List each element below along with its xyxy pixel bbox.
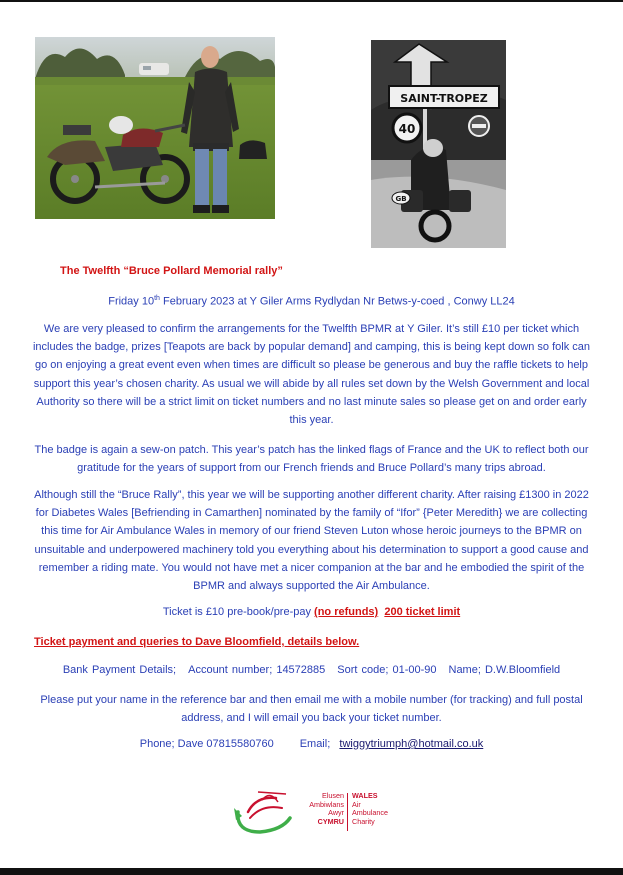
- bottom-border: [0, 868, 623, 875]
- ticket-limit: 200 ticket limit: [384, 606, 461, 618]
- logo-right-line: WALES: [352, 791, 378, 800]
- email-label: Email;: [299, 738, 331, 750]
- rider-photo-image: [35, 37, 275, 219]
- phone-label: Phone; Dave 07815580760: [139, 738, 274, 750]
- logo-right-line: Charity: [352, 816, 375, 826]
- intro-paragraph: We are very pleased to confirm the arrangements for the Twelfth BPMR at Y Giler. It’s still £10 per ticket which includes the badge, prizes [Teapots are back by popular demand] and camping, this is being kept down so folk can go on enjoying a great event even when times are difficult so please be generous and buy the raffle tickets to help support this year’s chosen charity. As usual we will abide by all rules set down by the Welsh Government and local Authority so there will be a strict limit on ticket numbers and no last minute sales so please get on and order early this year.: [32, 323, 591, 427]
- no-refunds-note: (no refunds): [314, 606, 379, 618]
- ticket-price: Ticket is £10 pre-book/pre-pay: [162, 606, 315, 618]
- speed-sign-text: 40: [398, 122, 416, 136]
- bank-name: Name; D.W.Bloomfield: [448, 664, 561, 676]
- logo-left-line: Awyr: [328, 808, 344, 818]
- town-sign-text: SAINT-TROPEZ: [400, 92, 488, 105]
- bank-account: Account number; 14572885: [188, 664, 326, 676]
- date-ordinal: th: [154, 295, 160, 302]
- logo-left-line: Ambiwlans: [309, 799, 344, 809]
- logo-right-line: Air: [352, 799, 361, 809]
- saint-tropez-photo-image: [371, 40, 506, 248]
- queries-heading: Ticket payment and queries to Dave Bloomfield, details below.: [34, 636, 360, 648]
- gb-badge-text: GB: [395, 195, 407, 203]
- date-rest: February 2023 at Y Giler Arms Rydlydan Nr Betws-y-coed , Conwy LL24: [159, 295, 515, 308]
- logo-left-line: CYMRU: [317, 816, 344, 826]
- logo-english-text: [352, 792, 388, 826]
- event-date-venue: [0, 295, 623, 308]
- bank-details: [0, 664, 623, 676]
- logo-welsh-text: [284, 792, 344, 826]
- photo-rider-with-motorcycle: [35, 37, 275, 219]
- photo-saint-tropez-sign: [371, 40, 506, 248]
- date-prefix: Friday 10: [108, 295, 155, 308]
- event-title: The Twelfth “Bruce Pollard Memorial rally”: [60, 265, 283, 277]
- logo-divider: [347, 793, 348, 831]
- charity-paragraph: Although still the “Bruce Rally”, this year we will be supporting another different charity. After raising £1300 in 2022 for Diabetes Wales [Befriending in Camarthen] nominated by the family of “Ifor” {Peter Meredith} we are collecting this time for Air Ambulance Wales in memory of our friend Steven Luton whose heroic journeys to the BPMR on unsuitable and underpowered machinery told you everything about his determination to support a good cause and remember a riding mate. You would not have met a nicer companion at the bar and he embodied the spirit of the BPMR and always supported the Air Ambulance.: [34, 489, 589, 593]
- logo-right-line: Ambulance: [352, 808, 388, 818]
- reference-instructions: Please put your name in the reference bar and then email me with a mobile number (for tracking) and full postal address, and I will email you back your ticket number.: [40, 694, 583, 725]
- bank-label: Bank Payment Details;: [62, 664, 177, 676]
- wales-air-ambulance-logo: [232, 782, 397, 840]
- bank-sort-code: Sort code; 01-00-90: [337, 664, 437, 676]
- ticket-info: [0, 606, 623, 618]
- contact-line: [0, 738, 623, 750]
- email-link[interactable]: twiggytriumph@hotmail.co.uk: [339, 738, 484, 750]
- logo-left-line: Elusen: [322, 791, 344, 800]
- badge-paragraph: The badge is again a sew-on patch. This year’s patch has the linked flags of France and the UK to reflect both our gratitude for the years of support from our French friends and Bruce Pollard’s many trips abroad.: [34, 444, 589, 475]
- helicopter-swoosh-icon: [232, 782, 292, 840]
- top-border: [0, 0, 623, 2]
